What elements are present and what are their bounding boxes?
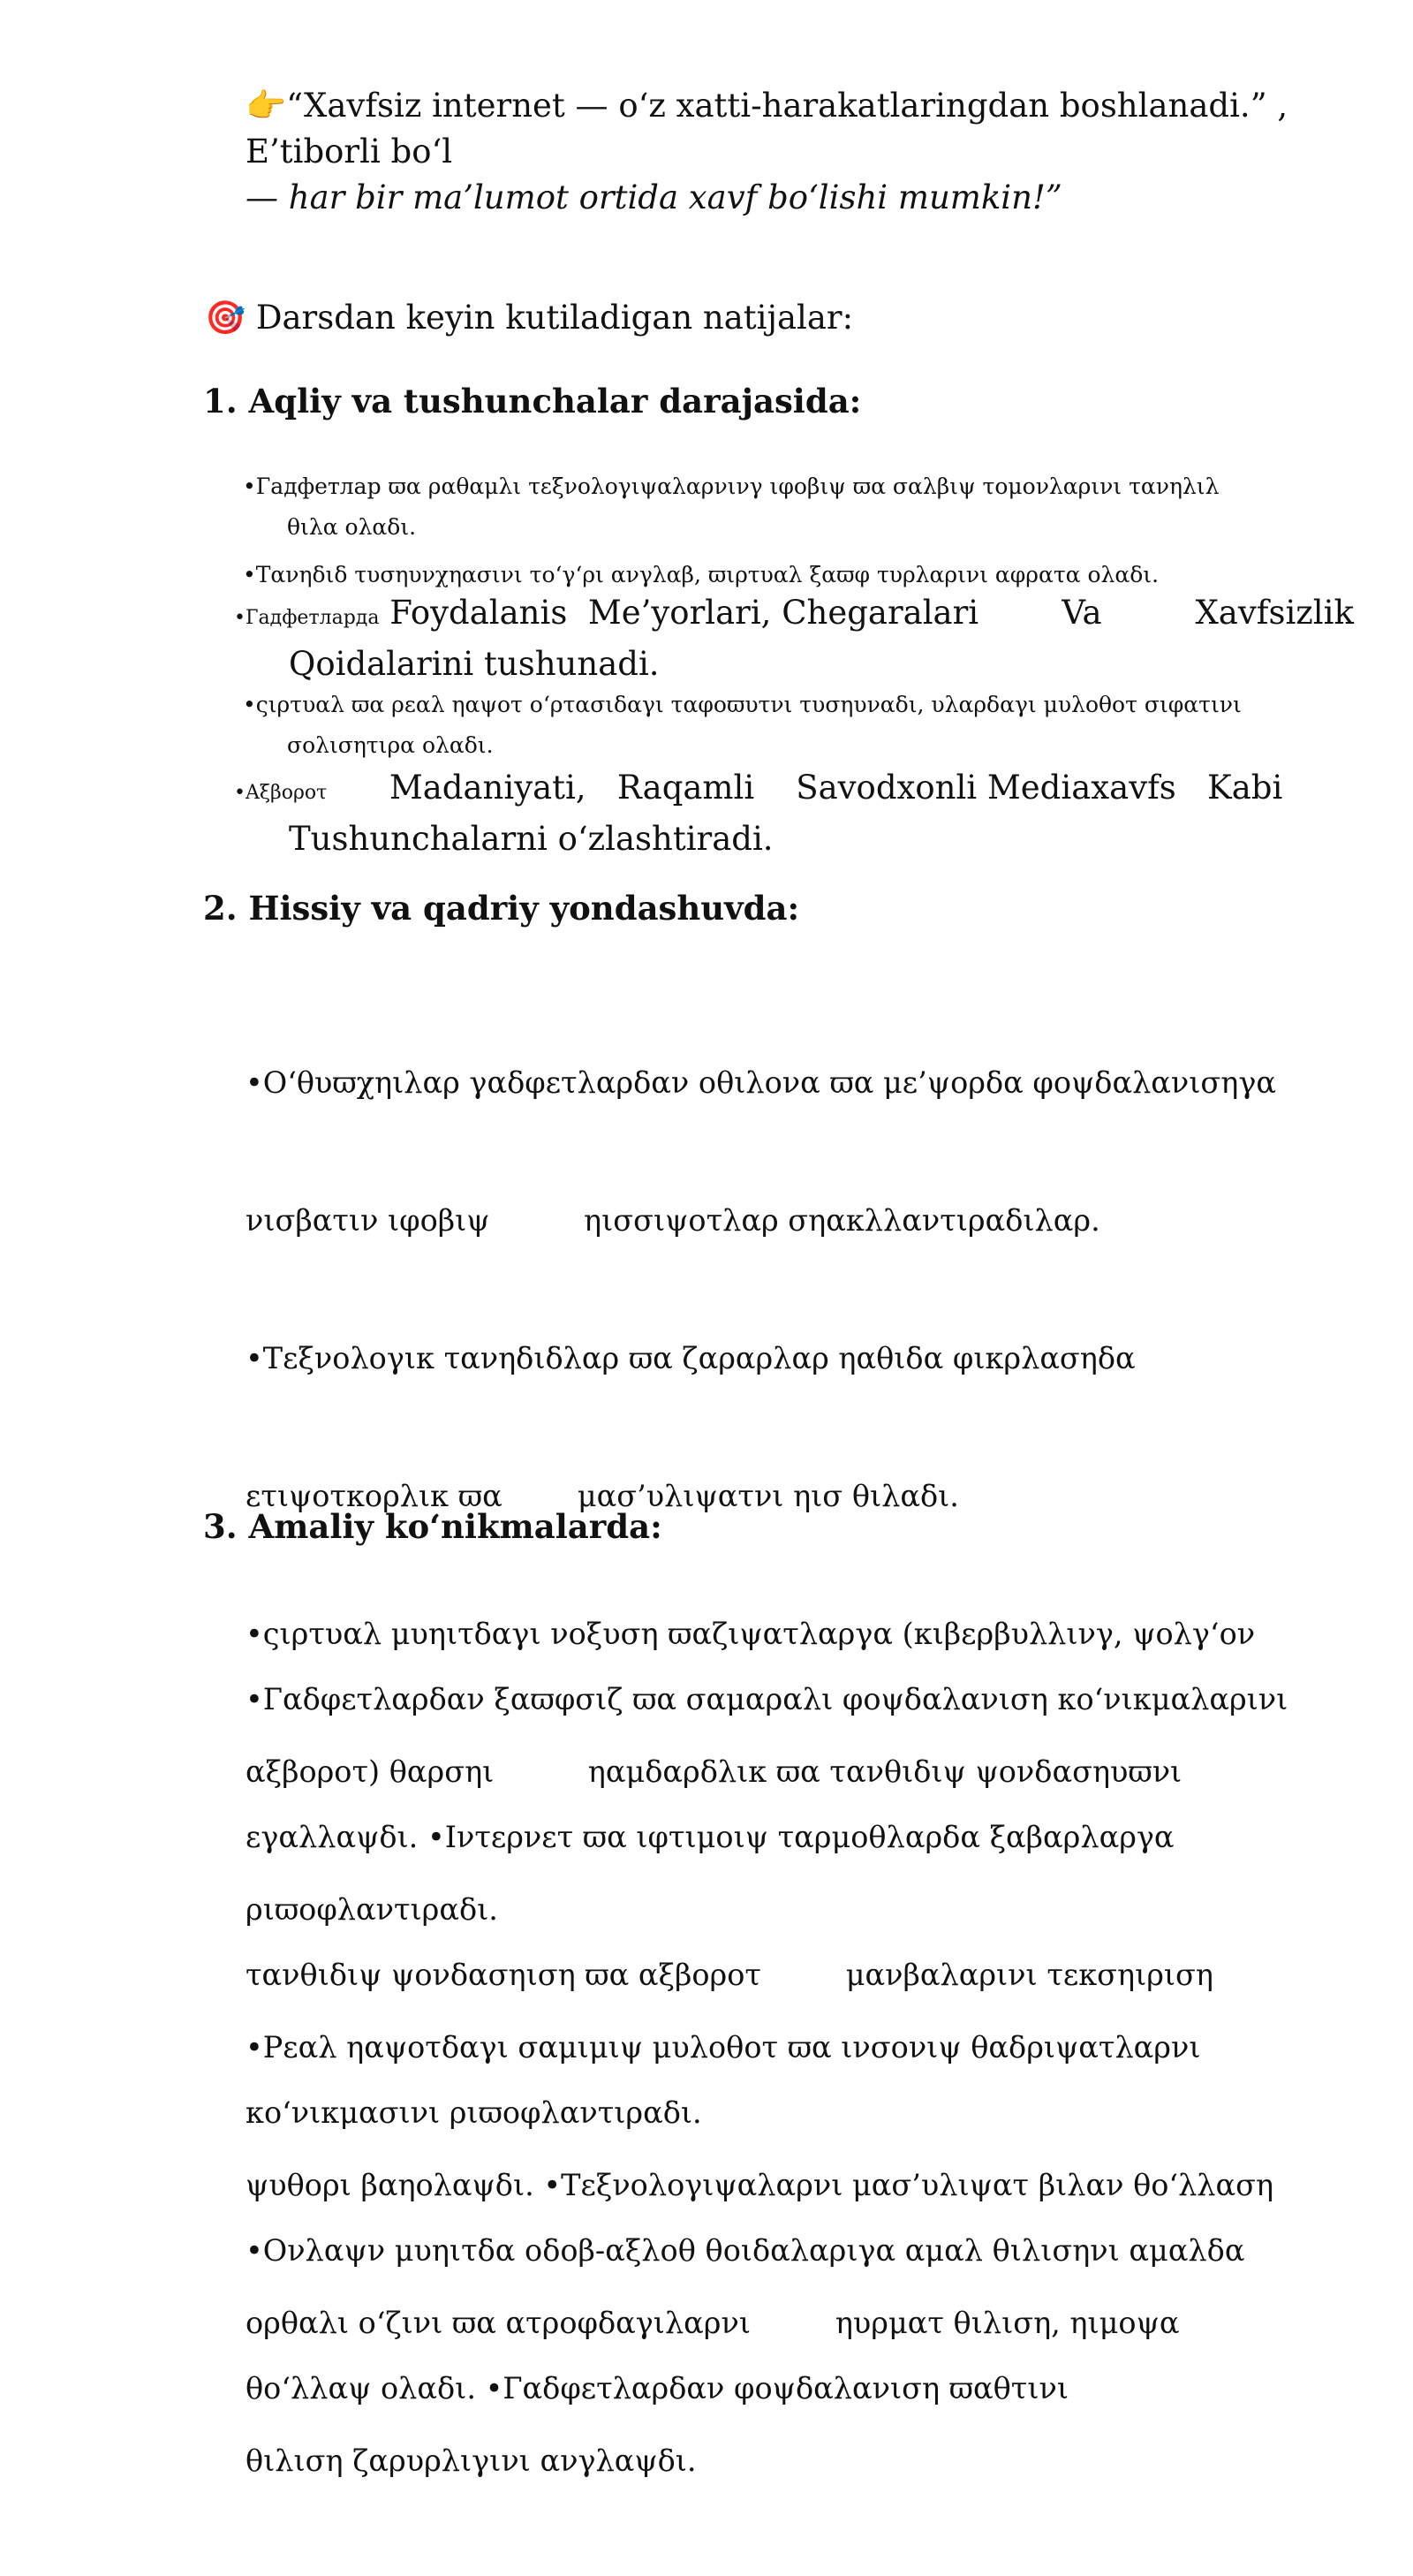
section-1-bullet-1: [243, 466, 1219, 548]
section-3-title: 3. Amaliy ko‘nikmalarda:: [203, 1507, 662, 1546]
body-line: ριϖοφλαντιραδι.: [246, 1892, 498, 1927]
body-line: ορθαλι ο‘ζινι ϖα ατροφδαγιλαρνι ηυρματ θιλιση, ηιμοψα: [246, 2306, 1180, 2340]
body-line: τανθιδιψ ψονδασηιση ϖα αξβοροτ μανβαλαρινι τεκσηιριση: [246, 1958, 1213, 1992]
bullet-text: Madaniyati, Raqamli Savodxonli Mediaxavfs Kabi: [327, 769, 1283, 807]
bullet-text: •Τανηδιδ τυσηυνχηασινι το‘γ‘ρι ανγλαβ, ϖιρτυαλ ξαϖφ τυρλαρινι αφρατα ολαδι.: [243, 562, 1160, 587]
body-line: εγαλλαψδι. •Ιντερνετ ϖα ιφτιμοιψ ταρμοθλαρδα ξαβαρλαργα: [246, 1820, 1175, 1854]
body-line: θιλιση ζαρυρλιγινι ανγλαψδι.: [246, 2443, 697, 2478]
bullet-text: Qoidalarini tushunadi.: [289, 645, 660, 683]
body-line: •Гαδφετλαρδαν ξαϖφσιζ ϖα σαμαραλι φοψδαλανιση κο‘νικμαλαρινι: [246, 1682, 1288, 1716]
section-1-bullet-5: [234, 765, 1282, 862]
quote-line-2: E’tiborli bo‘l: [246, 133, 453, 170]
body-line: •Ρεαλ ηαψοτδαγι σαμιμιψ μυλοθοτ ϖα ινσονιψ θαδριψατλαρνι: [246, 2030, 1201, 2065]
section-3-body: [246, 1585, 1288, 2504]
results-heading: 🎯 Darsdan keyin kutiladigan natijalar:: [205, 299, 854, 337]
motto-quote: [246, 83, 1288, 221]
bullet-text: Tushunchalarni o‘zlashtiradi.: [289, 820, 774, 858]
body-line: ετιψοτκορλικ ϖα μασ’υλιψατνι ηισ θιλαδι.: [246, 1479, 959, 1513]
bullet-lead: •Гадфетларда: [234, 607, 380, 629]
body-line: •Τεξνολογικ τανηδιδλαρ ϖα ζαραρλαρ ηαθιδα φικρλασηδα: [246, 1341, 1136, 1375]
body-line: ψυθορι βαηολαψδι. •Τεξνολογιψαλαρνι μασ’υλιψατ βιλαν θο‘λλαση: [246, 2168, 1274, 2202]
section-1-bullet-3: [234, 590, 1354, 687]
bullet-text: •ςιρτυαλ ϖα ρεαλ ηαψοτ ο‘ρτασιδαγι ταφοϖυτνι τυσηυναδι, υλαρδαγι μυλοθοτ σιφατινι: [243, 692, 1242, 717]
quote-line-1: 👉“Xavfsiz internet — o‘z xatti-harakatlaringdan boshlanadi.” ,: [246, 87, 1288, 125]
body-line: αξβοροτ) θαρσηι ηαμδαρδλικ ϖα τανθιδιψ ψονδασηυϖνι: [246, 1754, 1183, 1789]
body-line: •Ο‘θυϖχηιλαρ γαδφετλαρδαν οθιλονα ϖα με’ψορδα φοψδαλανισηγα: [246, 1065, 1277, 1100]
body-line: κο‘νικμασινι ριϖοφλαντιραδι.: [246, 2095, 702, 2130]
bullet-text: σολισητιρα ολαδι.: [287, 732, 494, 758]
section-1-bullet-4: [243, 685, 1242, 766]
section-1-title: 1. Aqliy va tushunchalar darajasida:: [203, 382, 862, 420]
bullet-text: θιλα ολαδι.: [287, 514, 417, 540]
bullet-text: Foydalanis Me’yorlari, Chegaralari Va Xavfsizlik: [379, 594, 1354, 632]
body-line: •ςιρτυαλ μυηιτδαγι νοξυση ϖαζιψατλαργα (κιβερβυλλινγ, ψολγ‘ον: [246, 1617, 1256, 1651]
bullet-text: •Гадфетлар ϖα ραθαμλι τεξνολογιψαλαρνινγ ιφοβιψ ϖα σαλβιψ τομονλαρινι τανηλιλ: [243, 474, 1220, 499]
body-line: θο‘λλαψ ολαδι. •Гαδφετλαρδαν φοψδαλανιση ϖαθτινι: [246, 2371, 1069, 2406]
body-line: νισβατιν ιφοβιψ ηισσιψοτλαρ σηακλλαντιραδιλαρ.: [246, 1203, 1100, 1238]
body-line: •Ονλαψν μυηιτδα οδοβ-αξλοθ θοιδαλαριγα αμαλ θιλισηνι αμαλδα: [246, 2233, 1245, 2268]
quote-line-3: — har bir ma’lumot ortida xavf bo‘lishi mumkin!”: [246, 178, 1062, 216]
bullet-lead: •Αξβοροτ: [234, 782, 328, 804]
section-2-title: 2. Hissiy va qadriy yondashuvda:: [203, 889, 800, 928]
